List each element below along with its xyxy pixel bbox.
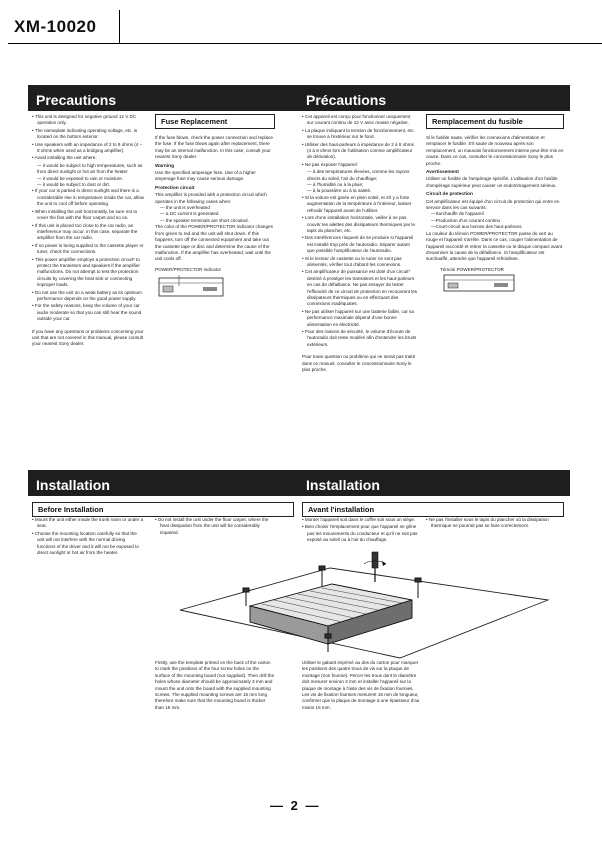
avoid-list (302, 169, 418, 195)
header-rule (120, 43, 602, 44)
protection-item: —Production d'un courant continu (431, 217, 501, 223)
installation-en-banner (28, 470, 298, 496)
indicator-label: Témoin POWER/PROTECTOR (440, 266, 504, 272)
protection-item: — the unit is overheated (160, 205, 210, 211)
protection-list (426, 211, 564, 230)
protection-list (155, 205, 275, 224)
installation-fr-banner (298, 470, 570, 496)
list-item: • This power amplifier employs a protection circuit* to protect the transistors and speakers if the amplifier malfunctions. Do not attempt to test the protection circuits by covering the heat sink or connecting improper loads. (32, 257, 144, 289)
protection-item: —Surchauffe de l'appareil (431, 211, 484, 217)
precautions-en-list (32, 114, 144, 162)
precautions-fr-list-2 (302, 195, 418, 348)
list-item: • For the safety reasons, keep the volume of your car audio moderate so that you can still hear the sound outside your car. (32, 303, 144, 322)
fuse-fr-warning-body: Utiliser un fusible de l'ampérage spécifié. L'utilisation d'un fusible d'ampérage supérieur peut causer un endommagement sérieux. (426, 176, 558, 188)
list-item: • Pour des raisons de sécurité, le volume d'écoute de l'autoradio doit reste modéré afin d'entendre les bruits extérieurs. (302, 329, 418, 348)
power-protector-indicator-diagram (155, 275, 227, 301)
precautions-fr-list (302, 114, 418, 168)
list-item: • When installing the unit horizontally, be sure not to cover the fins with the floor carpet and so on. (32, 209, 144, 222)
indicator-label: POWER/PROTECTOR indicator (155, 266, 222, 272)
precautions-fr-banner (298, 85, 570, 111)
installation-fr-title: Installation (298, 470, 570, 494)
list-item: • Ne pas exposer l'appareil: (302, 162, 418, 168)
banner-rule (298, 494, 570, 496)
fuse-en-title: Fuse Replacement (155, 114, 275, 129)
precautions-en-text (32, 114, 144, 351)
fuse-en-text (155, 135, 275, 273)
avoid-item: — à des températures élevées, comme les rayons directs du soleil, l'air du chauffage; (307, 169, 410, 181)
avoid-item: — à la poussière ou à la saleté. (307, 188, 372, 194)
list-item: • If no power is being supplied to the cassette player or tuner, check the connections. (32, 243, 144, 256)
avoid-item: — it would be subject to high temperatures, such as from direct sunlight or hot air from the heater. (37, 162, 143, 175)
installation-en-text-right (155, 517, 275, 537)
fuse-en-protection-body: The color of the POWER/PROTECTOR indicator changes from green to red and the unit will shut down. If this happens, turn off the connected equipment and take out the cassette tape or disc and determine the cause of the malfunction. If the amplifier has overheated, wait until the unit cools off. (155, 224, 273, 262)
list-item: • Do not use the unit on a weak battery as its optimum performance depends on the good power supply. (32, 290, 144, 303)
power-protector-indicator-diagram (440, 273, 518, 295)
list-item: • Cet appareil est conçu pour fonctionner uniquement sur courant continu de 12 V avec masse négative. (302, 114, 418, 127)
installation-en-text-left (32, 517, 144, 557)
installation-fr-text-right (426, 517, 556, 531)
banner-rule (298, 109, 570, 111)
banner-rule (28, 109, 298, 111)
precautions-fr-title: Précautions (298, 85, 570, 109)
page-number: — 2 — (270, 798, 321, 813)
list-item: • If this unit is placed too close to the car radio, an interference may occur. In this case, separate the amplifier from the car radio. (32, 223, 144, 242)
list-item: • Des interférences risquent de se produire si l'appareil est installé trop près de l'autoradio. Séparer autant que possible l'amplificateur de l'autoradio. (302, 235, 418, 254)
installation-en-list (32, 517, 144, 556)
fuse-fr-protection-title: Circuit de protection (426, 192, 473, 198)
list-item: • Use speakers with an impedance of 2 to 8 ohms (4 – 8 ohms when used as a bridging amplifier). (32, 142, 144, 155)
fuse-fr-text (426, 135, 564, 273)
list-item: • Ne pas l'installer sous le tapis du plancher où la dissipation thermique ne pourrait pas se faire correctement. (426, 517, 556, 530)
installation-en-list-2 (155, 517, 275, 536)
installation-fr-text-left (302, 517, 418, 545)
banner-rule (28, 494, 298, 496)
list-item: • Si la voiture est garée en plein soleil, et s'il y a forte augmentation de la température à l'intérieur, laisser refroidir l'appareil avant de l'utiliser. (302, 195, 418, 214)
list-item: • The nameplate indicating operating voltage, etc. is located on the bottom exterior. (32, 128, 144, 141)
precautions-fr-text (302, 114, 418, 376)
fuse-fr-warning-title: Avertissement (426, 170, 459, 176)
installation-fr-list (302, 517, 418, 544)
protection-item: — a DC current is generated (160, 211, 219, 217)
list-item: • Avoid installing the unit where: (32, 155, 144, 161)
precautions-en-footer: If you have any questions or problems concerning your unit that are not covered in this manual, please consult your nearest Sony dealer. (32, 328, 144, 347)
fuse-en-warning-body: Use the specified amperage fuse. Use of a higher amperage fuse may cause serious damage. (155, 170, 256, 182)
mounting-illustration (150, 548, 560, 660)
installation-en-subtitle: Before Installation (32, 502, 294, 517)
list-item: • Lors d'une installation horizontale, veiller à ne pas couvrir les ailettes des dissipateurs thermiques par le tapis du plancher, etc. (302, 215, 418, 234)
list-item: • Cet amplificateur de puissance est doté d'un circuit* destiné à protéger les transistors et les haut-parleurs en cas de défaillance. Ne pas essayer de tester l'efficacité de ce circuit de protection en recouvrant les dissipateurs thermiques ou en effectuant des connexions inadéquates. (302, 269, 418, 307)
fuse-fr-protection-intro: Cet amplificateur est équipé d'un circuit de protection qui entre en service dans les cas suivants: (426, 198, 560, 211)
list-item: • If your car is parked in direct sunlight and there is a considerable rise in temperature inside the car, allow the unit to cool off before operating. (32, 188, 144, 207)
avoid-item: — it would be exposed to rain or moisture. (37, 175, 124, 181)
mount-en-text: Firstly, use the template printed on the back of the carton to mark the positions of the four screw holes on the surface of the mounting board (not supplied). Then drill the holes whose diameter should be approximately 3 mm and mount the unit onto the board with the supplied mounting screws. The supplied mounting screws are 15 mm long therefore make sure that the mounting board is thicker than 15 mm. (155, 660, 275, 710)
list-item: • Utiliser des haut-parleurs à impédance de 2 à 8 ohms (4 à 8 ohms lors de l'utilisation comme amplificateur de dérivation). (302, 142, 418, 161)
fuse-en-protection-intro: This amplifier is provided with a protection circuit which operates in the following cases when: (155, 192, 267, 204)
list-item: • Mount the unit either inside the trunk room or under a seat. (32, 517, 144, 530)
fuse-en-warning-title: Warning (155, 163, 175, 169)
list-item: • Bien choisir l'emplacement pour que l'appareil ne gêne pas les mouvements du conducteur et qu'il ne soit pas exposé au soleil ou à l'air du chauffage. (302, 524, 418, 543)
avoid-item: — it would be subject to dust or dirt. (37, 182, 111, 188)
list-item: • Do not install the unit under the floor carpet, where the heat dissipation from the unit will be considerably impaired. (155, 517, 275, 536)
fuse-en-protection-title: Protection circuit (155, 185, 195, 191)
precautions-en-banner (28, 85, 298, 111)
precautions-en-title: Precautions (28, 85, 298, 109)
list-item: • Choose the mounting location carefully so that the unit will not interfere with the normal driving functions of the driver and it will not be exposed to direct sunlight or hot air from the heater. (32, 531, 144, 557)
list-item: • This unit is designed for negative ground 12 V DC operation only. (32, 114, 144, 127)
fuse-en-body: If the fuse blows, check the power connection and replace the fuse. If the fuse blows again after replacement, there may be an internal malfunction. In this case, consult your nearest Sony dealer. (155, 135, 273, 160)
fuse-fr-body: Si le fusible saute, vérifier les connexions d'alimentation et remplacer le fusible. S'il saute de nouveau après son remplacement, un mauvais fonctionnement interne peut être mis en cause. Dans ce cas, consulter le concessionnaire Sony le plus proche. (426, 135, 564, 166)
mount-fr-text: Utiliser le gabarit imprimé au dos du carton pour marquer les positions des quatre trous de vis sur la plaque de montage (non fournie). Percer les trous dont le diamètre doit mesurer environ 3 mm et installer l'appareil sur la plaque de montage à l'aide des vis de fixation fournies. Les vis de fixation fournies mesurent 15 mm de longueur, confirmer que la plaque de montage à une épaisseur d'au moins 15 mm. (302, 660, 420, 710)
installation-fr-subtitle: Avant l'installation (302, 502, 564, 517)
avoid-item: — à l'humidité ou à la pluie; (307, 182, 364, 188)
installation-en-title: Installation (28, 470, 298, 494)
fuse-fr-protection-body: La couleur du témoin POWER/PROTECTOR passe du vert au rouge et l'appareil s'arrête. Dans ce cas, couper l'alimentation de l'appareil raccordé et retirer la cassette ou le disque compact avant d'examiner la cause de la défaillance. Si l'amplificateur est surchauffé, attendre que l'appareil refroidisse. (426, 230, 563, 262)
list-item: • Monter l'appareil soit dans le coffre soit sous un siège. (302, 517, 418, 523)
precautions-fr-footer: Pour toute question ou problème qui ne serait pas traité dans ce manuel, consulter le concessionnaire Sony le plus proche. (302, 354, 416, 373)
fuse-en-section (155, 114, 275, 306)
installation-fr-list-2 (426, 517, 556, 530)
fuse-fr-section (426, 114, 564, 300)
model-number: XM-10020 (8, 10, 120, 44)
fuse-fr-title: Remplacement du fusible (426, 114, 564, 129)
protection-item: —Court-circuit aux bornes des haut-parleurs. (431, 224, 523, 230)
list-item: • Si le lecteur de cassette ou le tuner ne sont pas alimentés, vérifier tout d'abord les connexions. (302, 256, 418, 269)
avoid-list (32, 163, 144, 189)
list-item: • La plaque indiquant la tension de fonctionnement, etc. se trouve à l'extérieur sur le fond. (302, 128, 418, 141)
precautions-en-list-2 (32, 188, 144, 322)
protection-item: — the speaker terminals are short circuited. (160, 217, 249, 223)
list-item: • Ne pas utiliser l'appareil sur une batterie faible, car sa performance maximale dépend d'une bonne alimentation en électricité. (302, 309, 418, 328)
